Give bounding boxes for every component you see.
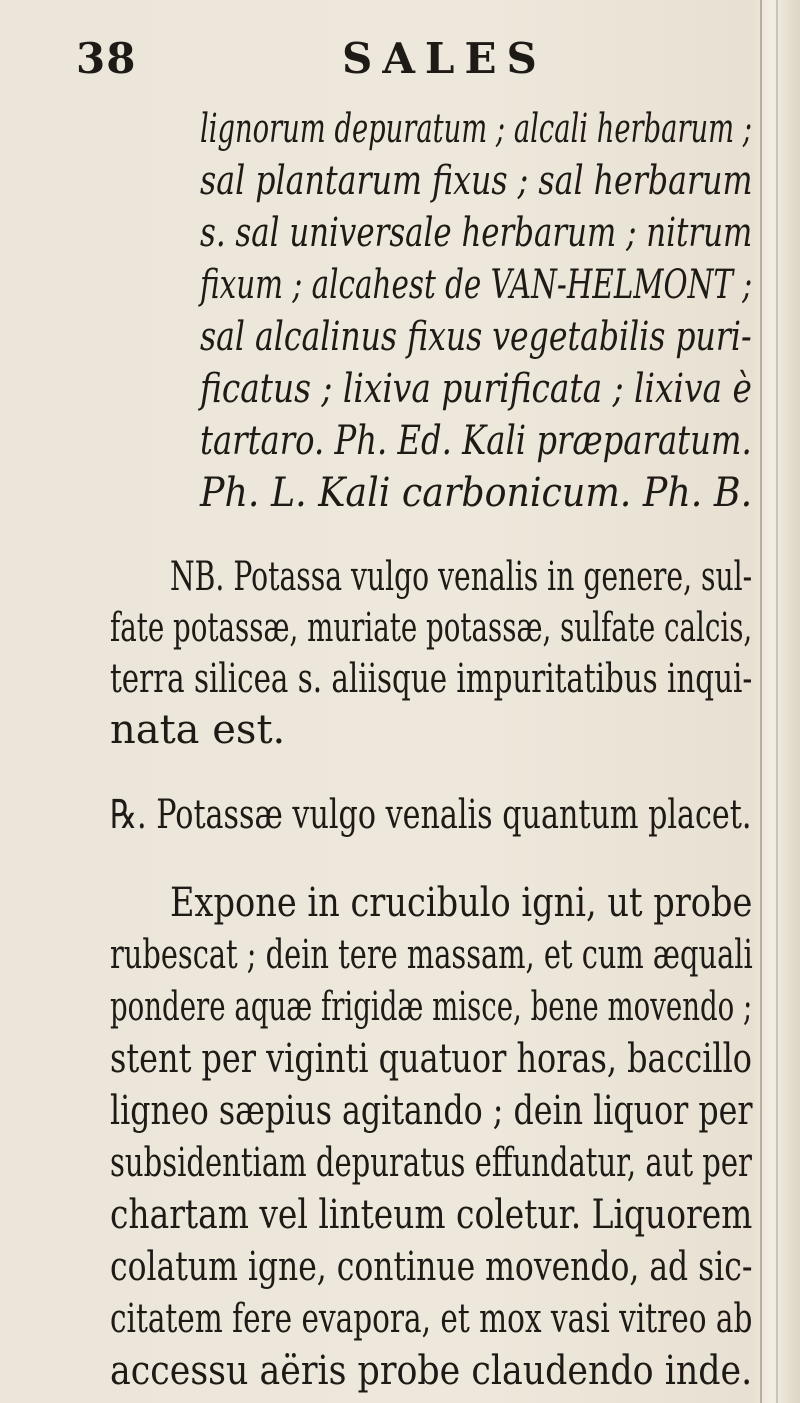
edge-line: [760, 0, 762, 1403]
text-line: pondere aquæ frigidæ misce, bene movendo ;: [110, 984, 753, 1030]
text-line: stent per viginti quatuor horas, baccillo: [110, 1036, 753, 1082]
text-line: lignorum depuratum ; alcali herbarum ;: [200, 106, 753, 152]
page-header: [0, 34, 800, 94]
text-line: s. sal universale herbarum ; nitrum: [200, 210, 753, 256]
text-line: fate potassæ, muriate potassæ, sulfate calcis,: [110, 605, 753, 651]
page-edge: [754, 0, 800, 1403]
text-line: colatum igne, continue movendo, ad sic-: [110, 1244, 753, 1290]
text-line: chartam vel linteum coletur. Liquorem: [110, 1192, 753, 1238]
text-line: Ph. L. Kali carbonicum. Ph. B.: [200, 470, 753, 516]
text-line: tartaro. Ph. Ed. Kali præparatum.: [200, 418, 752, 464]
text-line: terra silicea s. aliisque impuritatibus inqui-: [110, 656, 753, 702]
text-line: fixum ; alcahest de VAN-HELMONT ;: [200, 262, 753, 308]
text-line: ligneo sæpius agitando ; dein liquor per: [110, 1088, 753, 1134]
page-number: 38: [76, 34, 137, 83]
text-line: Expone in crucibulo igni, ut probe: [170, 880, 753, 926]
text-line: accessu aëris probe claudendo inde.: [110, 1348, 753, 1394]
text-line: sal alcalinus fixus vegetabilis puri-: [200, 314, 752, 360]
text-line: nata est.: [110, 707, 286, 753]
text-line: subsidentiam depuratus effundatur, aut per: [110, 1140, 752, 1186]
edge-line: [776, 0, 778, 1403]
recipe-line: ℞. Potassæ vulgo venalis quantum placet.: [110, 792, 752, 838]
running-head: SALES: [342, 34, 547, 83]
text-line: ficatus ; lixiva purificata ; lixiva è: [200, 366, 752, 412]
text-line: rubescat ; dein tere massam, et cum æquali: [110, 932, 753, 978]
text-line: sal plantarum fixus ; sal herbarum: [200, 158, 753, 204]
text-line: citatem fere evapora, et mox vasi vitreo ab: [110, 1296, 753, 1342]
text-line: NB. Potassa vulgo venalis in genere, sul-: [170, 554, 753, 600]
